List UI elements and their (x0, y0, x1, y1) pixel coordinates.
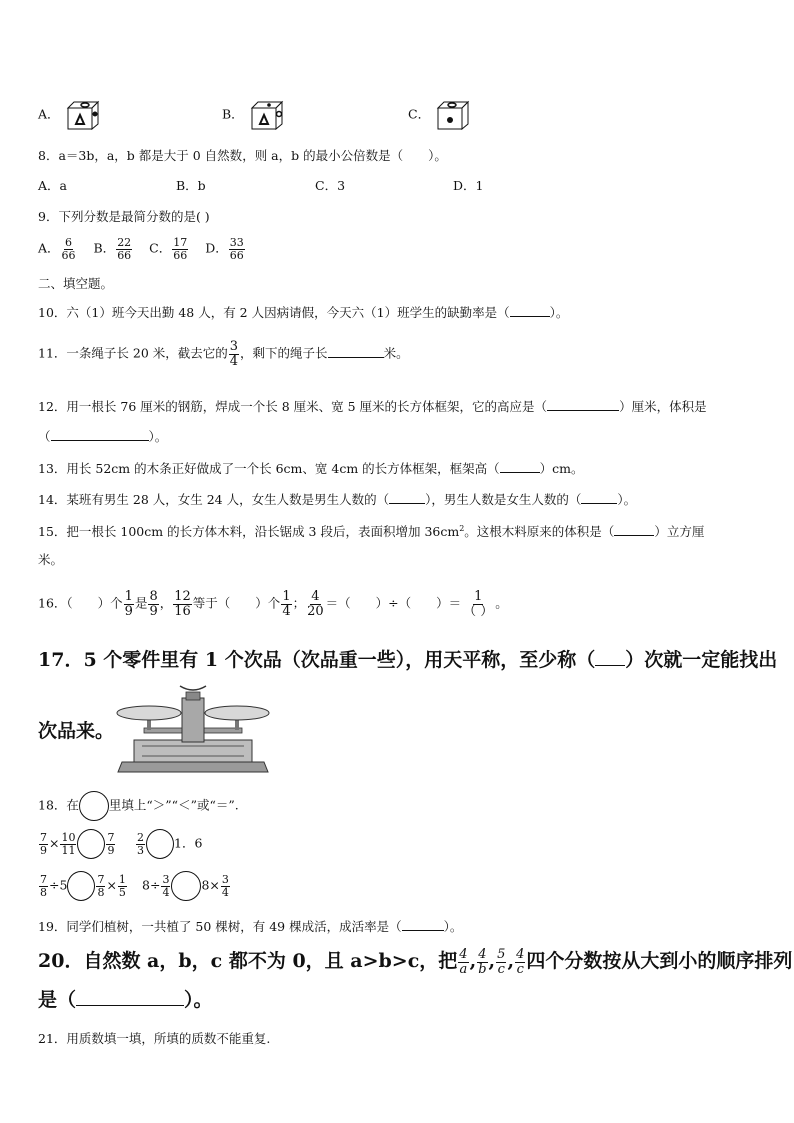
q17-blank[interactable] (595, 648, 625, 666)
q11: 11．一条绳子长 20 米，截去它的 $\frac{3}{4}$ ，剩下的绳子长 米。 (38, 339, 409, 369)
q12-blank-height[interactable] (547, 397, 619, 411)
cube-circle-dot-icon (434, 100, 470, 130)
q14: 14．某班有男生 28 人，女生 24 人，女生人数是男生人数的（ ），男生人数是女生人数的（ ）。 (38, 492, 637, 507)
q9-frac-a: $\frac{6}{66}$ (61, 236, 76, 262)
q19-blank[interactable] (402, 917, 444, 931)
q9-text: 9．下列分数是最简分数的是( ) (38, 209, 210, 224)
q10-blank[interactable] (510, 303, 550, 317)
q11-blank[interactable] (328, 344, 384, 358)
q18-circle-3[interactable] (67, 871, 95, 901)
q21: 21．用质数填一填，所填的质数不能重复. (38, 1031, 271, 1046)
q9-options: A． $\frac{6}{66}$ B． $\frac{22}{66}$ C． $\frac{17}{66}$ D． $\frac{33}{66}$ (38, 236, 244, 262)
q10: 10．六（1）班今天出勤 48 人，有 2 人因病请假，今天六（1）班学生的缺勤率是（ ）。 (38, 305, 569, 320)
balance-scale-icon (114, 684, 272, 774)
q8-option-c: C．3 (315, 178, 346, 193)
q12-blank-volume[interactable] (51, 427, 149, 441)
q16: 16．（ ）个 $\frac{1}{9}$ 是 $\frac{8}{9}$ ， $\frac{12}{16}$ 等于（ ）个 $\frac{1}{4}$ ； $\frac{4}{20}$ ＝（ ）÷（ ）＝ $\frac{1}{( )}$ 。 (38, 589, 508, 619)
q18-expr-3: $\frac{7}{8}$ ÷5 $\frac{7}{8}$ × $\frac{1}{5}$ (38, 871, 128, 901)
q19: 19．同学们植树，一共植了 50 棵树，有 49 棵成活，成活率是（ ）。 (38, 919, 463, 934)
q8-option-d: D．1 (453, 178, 484, 193)
q18-expr-1: $\frac{7}{9}$ × $\frac{10}{11}$ $\frac{7}{9}$ (38, 829, 116, 859)
q13-blank[interactable] (500, 459, 540, 473)
q20-blank[interactable] (76, 988, 184, 1006)
q7-option-c: C． (408, 100, 470, 130)
q18-expr-4: 8÷ $\frac{3}{4}$ 8× $\frac{3}{4}$ (142, 871, 231, 901)
q9-frac-d: $\frac{33}{66}$ (229, 236, 244, 262)
q9-frac-c: $\frac{17}{66}$ (173, 236, 188, 262)
q18-circle-2[interactable] (146, 829, 174, 859)
q18-circle-1[interactable] (77, 829, 105, 859)
circle-blank-icon (79, 791, 109, 821)
cube-triangle-circle-icon (248, 100, 284, 130)
q20-line1: 20．自然数 a，b，c 都不为 0，且 a>b>c，把 $\frac{4}{a}$ , $\frac{4}{b}$ , $\frac{5}{c}$ , $\frac{4}{c}$ 四个分数按从大到小的顺序排列 (38, 947, 793, 977)
q18-text: 18．在 里填上“＞”“＜”或“＝”. (38, 791, 239, 821)
cube-triangle-dot-icon (64, 100, 100, 130)
q15-line1: 15．把一根长 100cm 的长方体木料，沿长锯成 3 段后，表面积增加 $36cm^2$。这根木料原来的体积是（ ）立方厘 (38, 523, 705, 539)
q18-circle-4[interactable] (171, 871, 201, 901)
q8-option-b: B．b (176, 178, 206, 193)
q14-blank-1[interactable] (389, 490, 425, 504)
q11-fraction: $\frac{3}{4}$ (229, 339, 239, 369)
q18-expr-2: $\frac{2}{3}$ 1．6 (135, 829, 202, 859)
q20-line2: 是（ ）。 (38, 989, 213, 1011)
q8-option-a: A．a (38, 178, 67, 193)
q15-blank[interactable] (614, 522, 654, 536)
q17-line1: 17．5 个零件里有 1 个次品（次品重一些），用天平称，至少称（ ）次就一定能找出 (38, 649, 778, 671)
q14-blank-2[interactable] (581, 490, 617, 504)
section-heading: 二、填空题。 (38, 276, 114, 291)
q7-option-a: A． (38, 100, 100, 130)
q7-option-b: B． (222, 100, 284, 130)
q12-line1: 12．用一根长 76 厘米的钢筋，焊成一个长 8 厘米、宽 5 厘米的长方体框架，它的高应是（ ）厘米，体积是 (38, 399, 707, 414)
q8-text: 8．a＝3b，a，b 都是大于 0 自然数，则 a，b 的最小公倍数是（ ）。 (38, 148, 447, 163)
q13: 13．用长 52cm 的木条正好做成了一个长 6cm、宽 4cm 的长方体框架，框架高（ ）cm。 (38, 461, 584, 476)
q17-line2: 次品来。 (38, 720, 115, 742)
q9-frac-b: $\frac{22}{66}$ (117, 236, 132, 262)
q12-line2: （ ）。 (38, 429, 168, 444)
q15-line2: 米。 (38, 552, 64, 567)
